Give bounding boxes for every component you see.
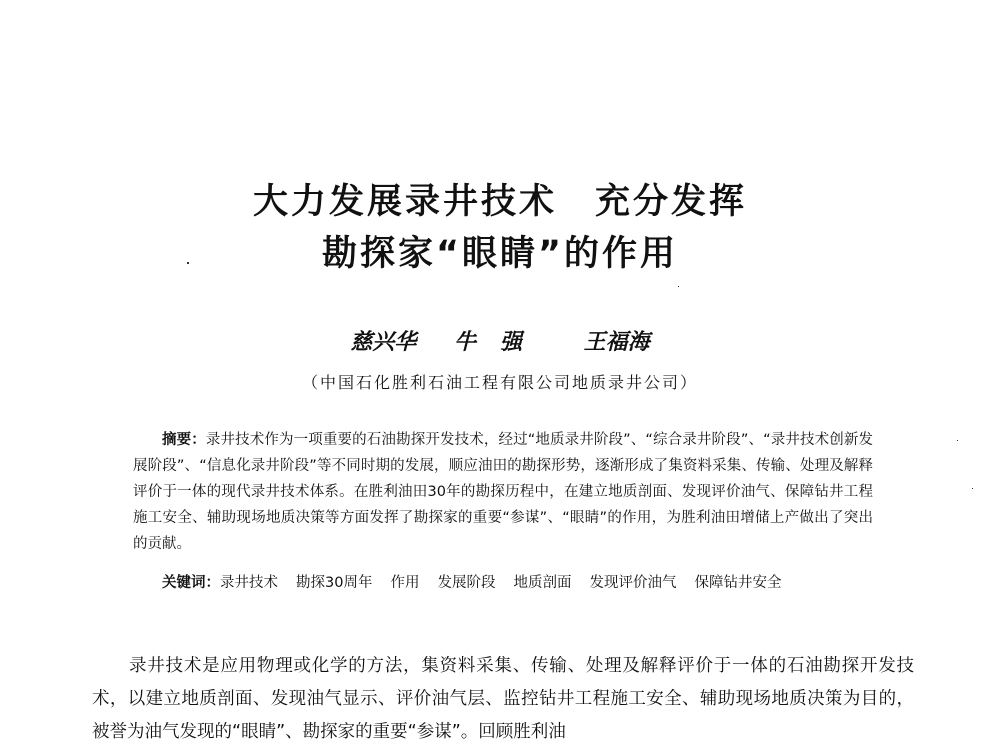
author-affiliation: （中国石化胜利石油工程有限公司地质录井公司） xyxy=(301,373,698,392)
scan-speck xyxy=(972,488,973,489)
abstract-text: 录井技术作为一项重要的石油勘探开发技术，经过“地质录井阶段”、“综合录井阶段”、“录井技术创新发展阶段”、“信息化录井阶段”等不同时期的发展，顺应油田的勘探形势，逐渐形成了集资料采集、传输、处理及解释评价于一体的现代录井技术体系。在胜利油田30年的勘探历程中，在建立地质剖面、发现评价油气、保障钻井工程施工安全、辅助现场地质决策等方面发挥了勘探家的重要“参谋”、“眼睛”的作用，为胜利油田增储上产做出了突出的贡献。 xyxy=(133,432,873,552)
scan-speck xyxy=(678,286,679,287)
body-paragraph: 录井技术是应用物理或化学的方法，集资料采集、传输、处理及解释评价于一体的石油勘探开发技术，以建立地质剖面、发现油气显示、评价油气层、监控钻井工程施工安全、辅助现场地质决策为目的，被誉为油气发现的“眼睛”、勘探家的重要“参谋”。回顾胜利油 xyxy=(92,656,914,742)
abstract-label: 摘要： xyxy=(162,432,206,448)
paper-title-line-2: 勘探家“眼睛”的作用 xyxy=(321,234,678,274)
paper-title-line-1: 大力发展录井技术 充分发挥 xyxy=(252,182,747,222)
author-name: 慈兴华 xyxy=(350,329,417,355)
keywords-paragraph xyxy=(133,570,873,596)
author-name: 牛强 xyxy=(453,329,546,355)
author-name: 王福海 xyxy=(583,329,650,355)
keyword: 勘探30周年 xyxy=(296,575,373,591)
keywords-label: 关键词： xyxy=(162,575,220,591)
author-list xyxy=(0,328,1000,356)
keyword: 保障钻井安全 xyxy=(694,575,782,591)
keyword: 作用 xyxy=(390,575,420,591)
scan-speck xyxy=(957,440,958,441)
keyword: 发现评价油气 xyxy=(589,575,677,591)
abstract-paragraph xyxy=(133,427,873,557)
keyword: 地质剖面 xyxy=(513,575,572,591)
keyword: 录井技术 xyxy=(220,575,278,591)
scan-speck xyxy=(187,262,189,264)
keyword: 发展阶段 xyxy=(437,575,496,591)
